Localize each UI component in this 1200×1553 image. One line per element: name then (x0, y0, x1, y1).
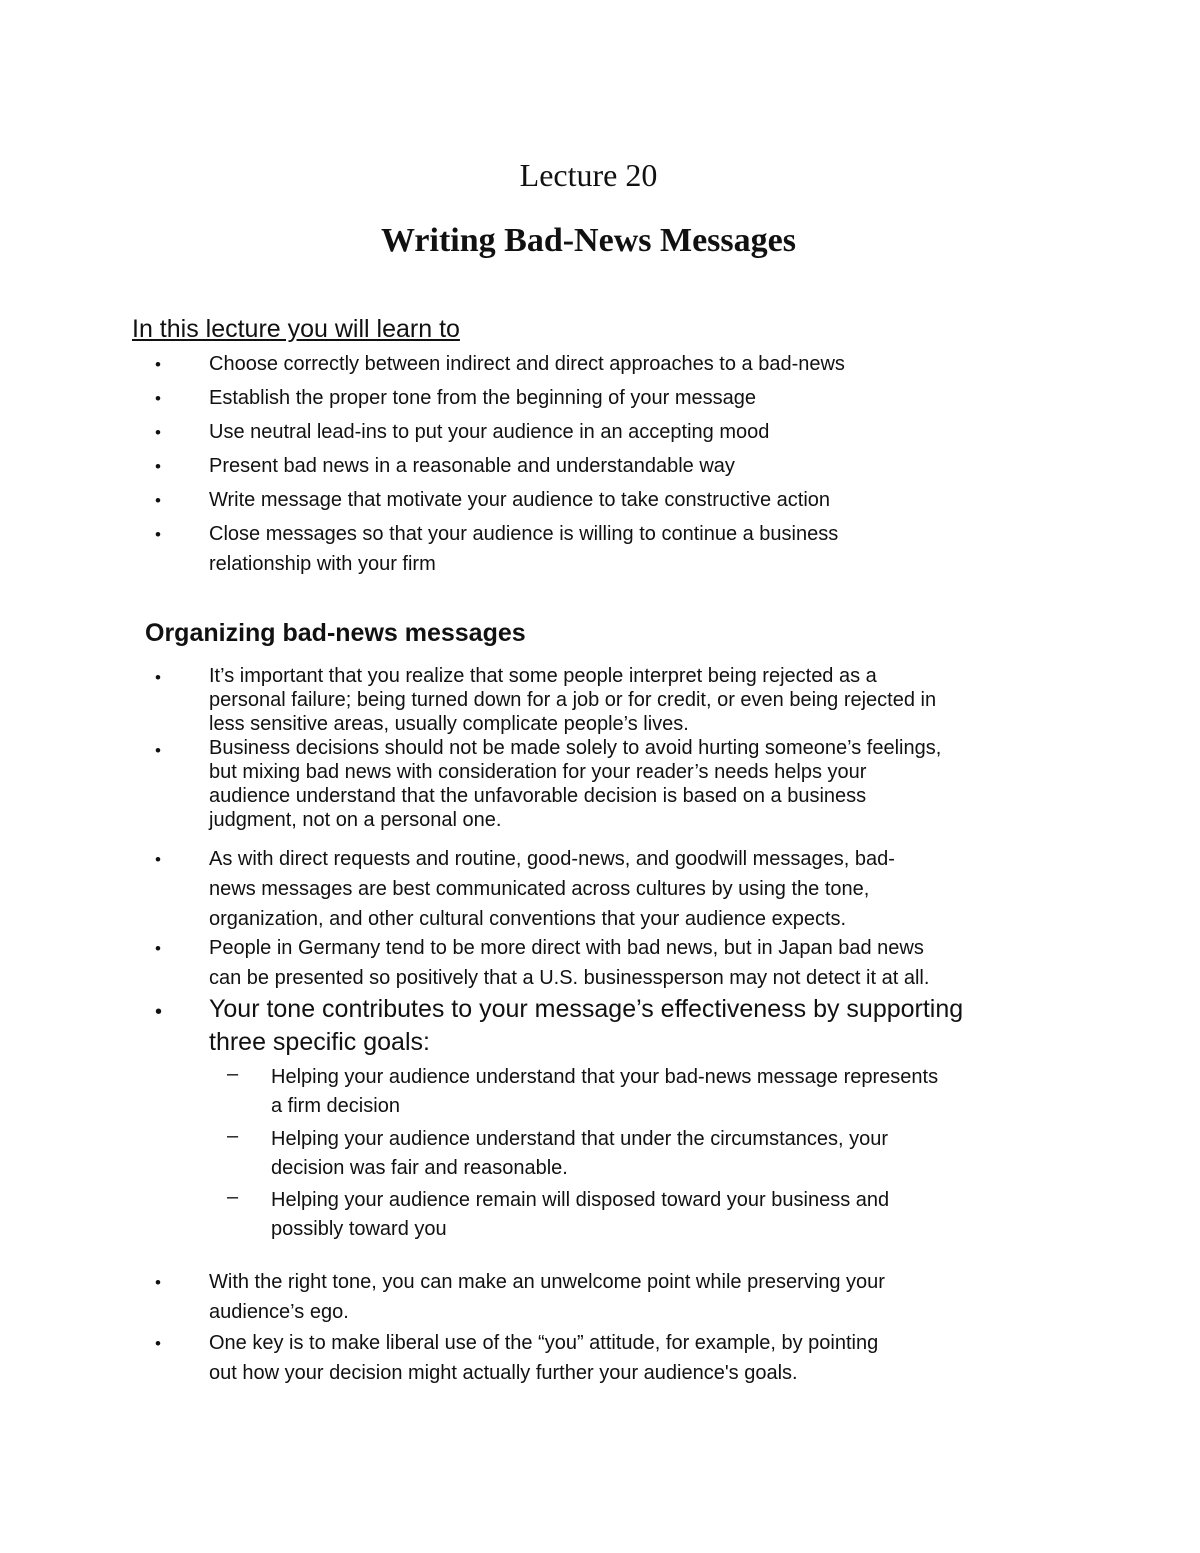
goal-item: Helping your audience understand that under the circumstances, your decision was fair and reasonable. (271, 1128, 889, 1179)
page-title: Writing Bad-News Messages (381, 222, 796, 259)
objective-item: Write message that motivate your audience to take constructive action (209, 489, 831, 511)
goal-item: Helping your audience understand that your bad-news message represents a firm decision (271, 1066, 939, 1117)
bullet: • (155, 850, 161, 869)
dash-bullet: – (227, 1125, 239, 1147)
bullet: • (155, 1001, 163, 1023)
objectives-heading: In this lecture you will learn to (132, 315, 460, 343)
point-item: As with direct requests and routine, good-news, and goodwill messages, bad- news messages are best communicated across cultures by using the tone, organization, and other cultural conventions that your audience expects. (209, 848, 895, 930)
objective-item: Establish the proper tone from the beginning of your message (209, 387, 756, 409)
point-item: It’s important that you realize that some people interpret being rejected as a personal failure; being turned down for a job or for credit, or even being rejected in less sensitive areas, usually complicate people’s lives. (209, 665, 937, 735)
dash-bullet: – (227, 1186, 239, 1208)
bullet: • (155, 741, 161, 760)
bullet: • (155, 1334, 161, 1353)
goal-item: Helping your audience remain will disposed toward your business and possibly toward you (271, 1189, 890, 1240)
objective-item: Close messages so that your audience is willing to continue a business relationship with your firm (209, 523, 839, 575)
section-heading: Organizing bad-news messages (145, 619, 526, 647)
point-item: People in Germany tend to be more direct with bad news, but in Japan bad news can be presented so positively that a U.S. businessperson may not detect it at all. (209, 937, 930, 989)
bullet: • (155, 1273, 161, 1292)
bullet: • (155, 668, 161, 687)
bullet: • (155, 355, 161, 374)
point-item: With the right tone, you can make an unwelcome point while preserving your audience’s ego. (209, 1271, 885, 1323)
objective-item: Choose correctly between indirect and direct approaches to a bad-news (209, 353, 845, 375)
objective-item: Use neutral lead-ins to put your audience in an accepting mood (209, 421, 770, 443)
bullet: • (155, 389, 161, 408)
bullet: • (155, 491, 161, 510)
bullet: • (155, 525, 161, 544)
objective-item: Present bad news in a reasonable and understandable way (209, 455, 735, 477)
bullet: • (155, 457, 161, 476)
bullet: • (155, 423, 161, 442)
bullet: • (155, 939, 161, 958)
dash-bullet: – (227, 1063, 239, 1085)
point-item: Your tone contributes to your message’s effectiveness by supporting three specific goals: (209, 995, 964, 1056)
point-item: Business decisions should not be made solely to avoid hurting someone’s feelings, but mixing bad news with consideration for your reader’s needs helps your audience understand that the unfavorable decision is based on a business judgment, not on a personal one. (209, 737, 942, 831)
point-item: One key is to make liberal use of the “you” attitude, for example, by pointing out how your decision might actually further your audience's goals. (209, 1332, 879, 1384)
lecture-number: Lecture 20 (519, 157, 658, 193)
